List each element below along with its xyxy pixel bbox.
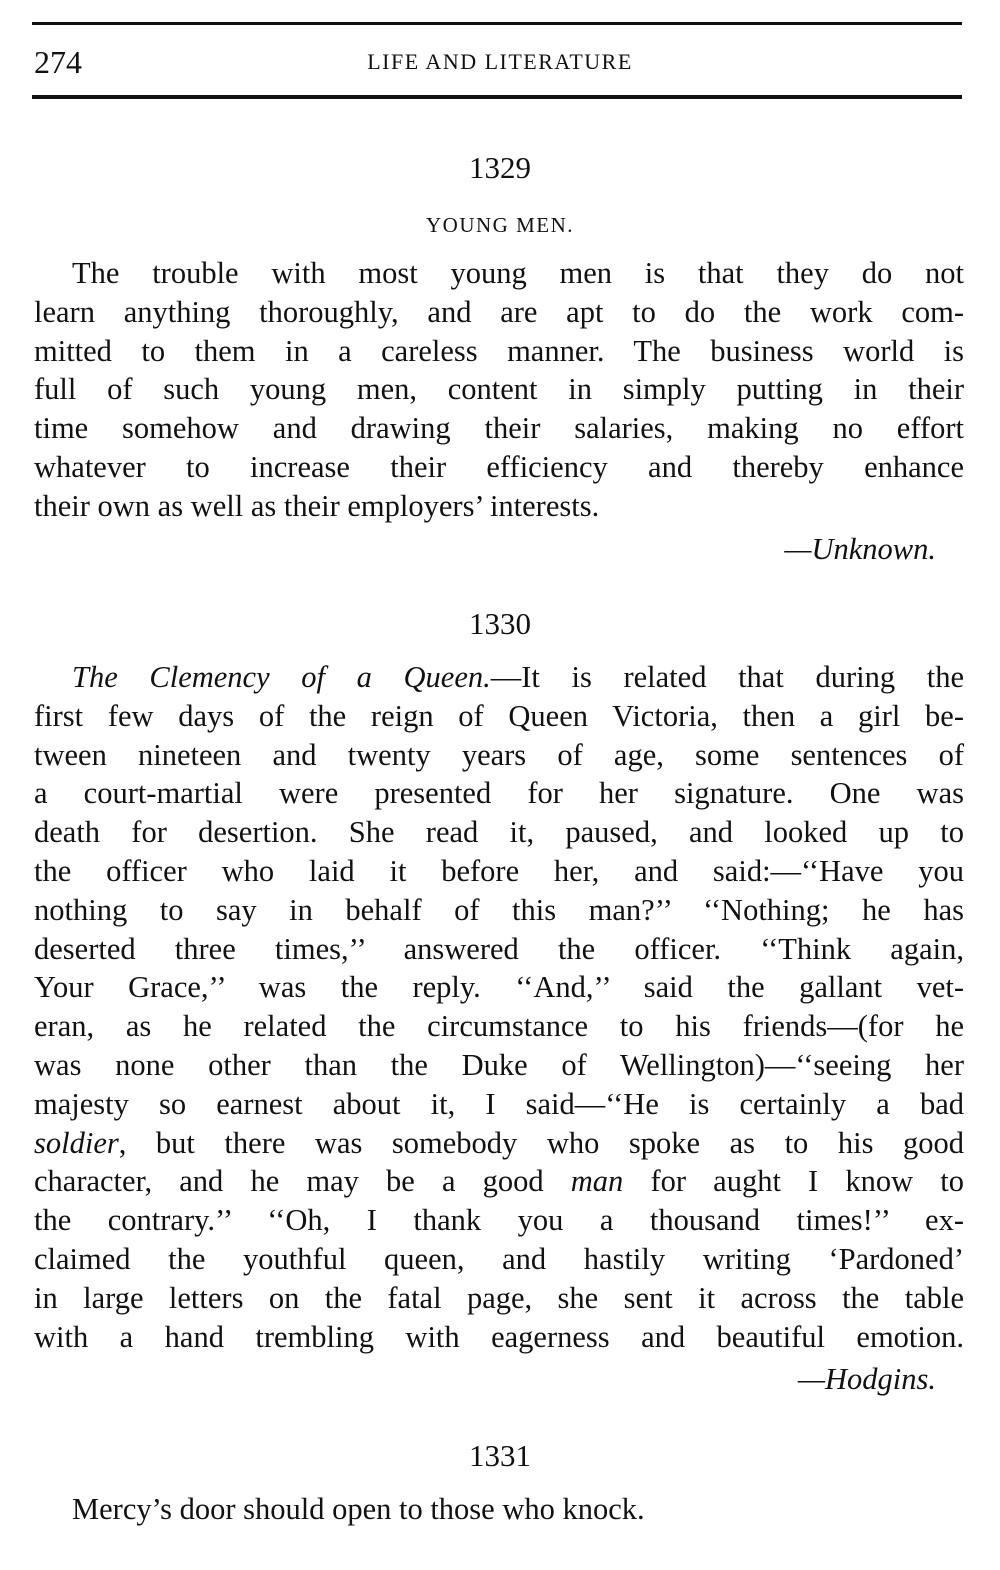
text-line: time somehow and drawing their salaries, making no effort bbox=[34, 411, 964, 446]
entry-text-1330 bbox=[34, 658, 964, 1356]
lead-title: The Clemency of a Queen. bbox=[72, 660, 491, 694]
text-line bbox=[34, 658, 964, 697]
text-line: majesty so earnest about it, I said—‘‘He is certainly a bad bbox=[34, 1086, 964, 1121]
text-line: death for desertion. She read it, paused, and looked up to bbox=[34, 815, 964, 850]
text-line: was none other than the Duke of Wellington)—‘‘seeing her bbox=[34, 1047, 964, 1082]
attribution-1329: —Unknown. bbox=[784, 532, 936, 566]
running-title: LIFE AND LITERATURE bbox=[367, 49, 633, 74]
entry-text-1331 bbox=[34, 1490, 964, 1529]
entry-number-1329: 1329 bbox=[469, 150, 531, 185]
entry-number-1331: 1331 bbox=[469, 1438, 531, 1473]
header-bottom-rule bbox=[32, 95, 962, 99]
text-line: first few days of the reign of Queen Victoria, then a girl be- bbox=[34, 698, 964, 733]
text-fragment: for aught I know to bbox=[623, 1164, 964, 1199]
header-top-rule bbox=[32, 22, 962, 25]
text-fragment: —It is related that during the bbox=[490, 660, 964, 694]
text-line: in large letters on the fatal page, she sent it across the table bbox=[34, 1280, 964, 1315]
attribution-1330: —Hodgins. bbox=[797, 1362, 936, 1396]
text-line: learn anything thoroughly, and are apt to do the work com- bbox=[34, 294, 964, 329]
italic-word: soldier bbox=[34, 1125, 119, 1160]
text-line: nothing to say in behalf of this man?’’ ‘‘Nothing; he has bbox=[34, 892, 964, 927]
text-line bbox=[34, 1124, 964, 1163]
text-line: deserted three times,’’ answered the officer. ‘‘Think again, bbox=[34, 931, 964, 966]
text-line: with a hand trembling with eagerness and beautiful emotion. bbox=[34, 1319, 964, 1354]
entry-heading-1329: YOUNG MEN. bbox=[426, 213, 574, 237]
text-line: The trouble with most young men is that they do not bbox=[72, 256, 964, 290]
text-line: Your Grace,’’ was the reply. ‘‘And,’’ said the gallant vet- bbox=[34, 970, 964, 1005]
text-fragment: character, and he may be a good bbox=[34, 1164, 571, 1199]
text-line: claimed the youthful queen, and hastily writing ‘Pardoned’ bbox=[34, 1241, 964, 1276]
text-fragment: , but there was somebody who spoke as to his good bbox=[118, 1125, 964, 1160]
text-line: eran, as he related the circumstance to his friends—(for he bbox=[34, 1009, 964, 1044]
text-line: mitted to them in a careless manner. The business world is bbox=[34, 333, 964, 368]
text-line: the officer who laid it before her, and said:—‘‘Have you bbox=[34, 853, 964, 888]
entry-number-1330: 1330 bbox=[469, 606, 531, 641]
text-line: tween nineteen and twenty years of age, some sentences of bbox=[34, 737, 964, 772]
text-line: full of such young men, content in simply putting in their bbox=[34, 372, 964, 407]
entry-text-1329 bbox=[34, 254, 964, 526]
text-line: Mercy’s door should open to those who knock. bbox=[72, 1492, 645, 1526]
text-line: a court-martial were presented for her signature. One was bbox=[34, 776, 964, 811]
text-line: their own as well as their employers’ interests. bbox=[34, 488, 600, 523]
text-line: whatever to increase their efficiency and thereby enhance bbox=[34, 449, 964, 484]
page-number: 274 bbox=[34, 44, 82, 80]
italic-word: man bbox=[570, 1164, 624, 1199]
text-line bbox=[34, 1162, 964, 1201]
text-line: the contrary.’’ ‘‘Oh, I thank you a thousand times!’’ ex- bbox=[34, 1203, 964, 1238]
